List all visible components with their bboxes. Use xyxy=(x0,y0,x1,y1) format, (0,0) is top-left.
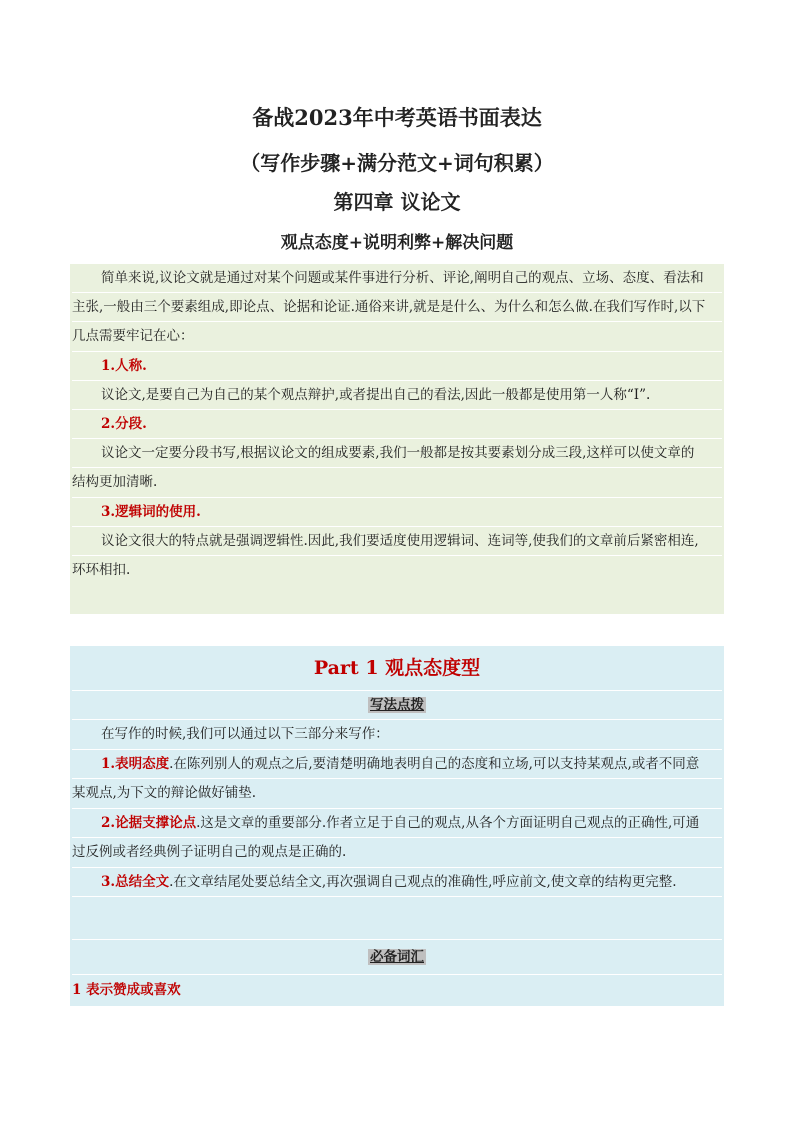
intro-line: 简单来说,议论文就是通过对某个问题或某件事进行分析、评论,阐明自己的观点、立场、态度、看法和 xyxy=(72,264,722,293)
step3-text: .在文章结尾处要总结全文,再次强调自己观点的准确性,呼应前文,使文章的结构更完整. xyxy=(169,873,677,890)
section-writing-tips-label: 写法点拨 xyxy=(370,697,424,713)
section-vocab xyxy=(72,940,722,975)
title-block xyxy=(0,100,794,260)
part1-box xyxy=(70,646,724,1006)
step1-text: .在陈列别人的观点之后,要清楚明确地表明自己的态度和立场,可以支持某观点,或者不同意 xyxy=(169,755,700,772)
intro-line: 主张,一般由三个要素组成,即论点、论据和论证.通俗来讲,就是是什么、为什么和怎么做.在我们写作时,以下 xyxy=(72,293,722,322)
part1-title: Part 1 观点态度型 xyxy=(72,646,722,691)
step1-line xyxy=(72,750,722,780)
step1-label: 1.表明态度 xyxy=(101,755,170,772)
point2-text: 议论文一定要分段书写,根据议论文的组成要素,我们一般都是按其要素划分成三段,这样可以使文章的 xyxy=(72,439,722,468)
point1-title: 1.人称. xyxy=(72,352,722,381)
point3-title: 3.逻辑词的使用. xyxy=(72,498,722,527)
step3-label: 3.总结全文 xyxy=(101,873,170,890)
subtitle: （写作步骤+满分范文+词句积累） xyxy=(240,151,554,175)
blank-row xyxy=(72,897,722,940)
step3-line xyxy=(72,868,722,898)
point3-text: 环环相扣. xyxy=(72,561,131,578)
part1-lead: 在写作的时候,我们可以通过以下三部分来写作： xyxy=(72,720,722,750)
point3-text: 议论文很大的特点就是强调逻辑性.因此,我们要适度使用逻辑词、连词等,使我们的文章前后紧密相连, xyxy=(72,527,722,556)
step2-text: .这是文章的重要部分.作者立足于自己的观点,从各个方面证明自己观点的正确性,可通 xyxy=(196,814,700,831)
topic-title: 观点态度+说明利弊+解决问题 xyxy=(280,233,514,253)
step2-line xyxy=(72,809,722,839)
main-title: 备战2023年中考英语书面表达 xyxy=(252,105,542,130)
point1-text: 议论文,是要自己为自己的某个观点辩护,或者提出自己的看法,因此一般都是使用第一人称“I”. xyxy=(72,381,722,410)
section-writing-tips xyxy=(72,691,722,720)
step2-label: 2.论据支撑论点 xyxy=(101,814,197,831)
chapter-title: 第四章 议论文 xyxy=(333,190,461,214)
step1-cont: 某观点,为下文的辩论做好铺垫. xyxy=(72,779,722,809)
intro-box xyxy=(70,264,724,614)
vocab-heading: 1 表示赞成或喜欢 xyxy=(72,982,181,998)
point2-text: 结构更加清晰. xyxy=(72,468,722,497)
section-vocab-label: 必备词汇 xyxy=(370,949,424,965)
intro-line: 几点需要牢记在心： xyxy=(72,322,722,351)
point2-title: 2.分段. xyxy=(72,410,722,439)
step2-cont: 过反例或者经典例子证明自己的观点是正确的. xyxy=(72,838,722,868)
